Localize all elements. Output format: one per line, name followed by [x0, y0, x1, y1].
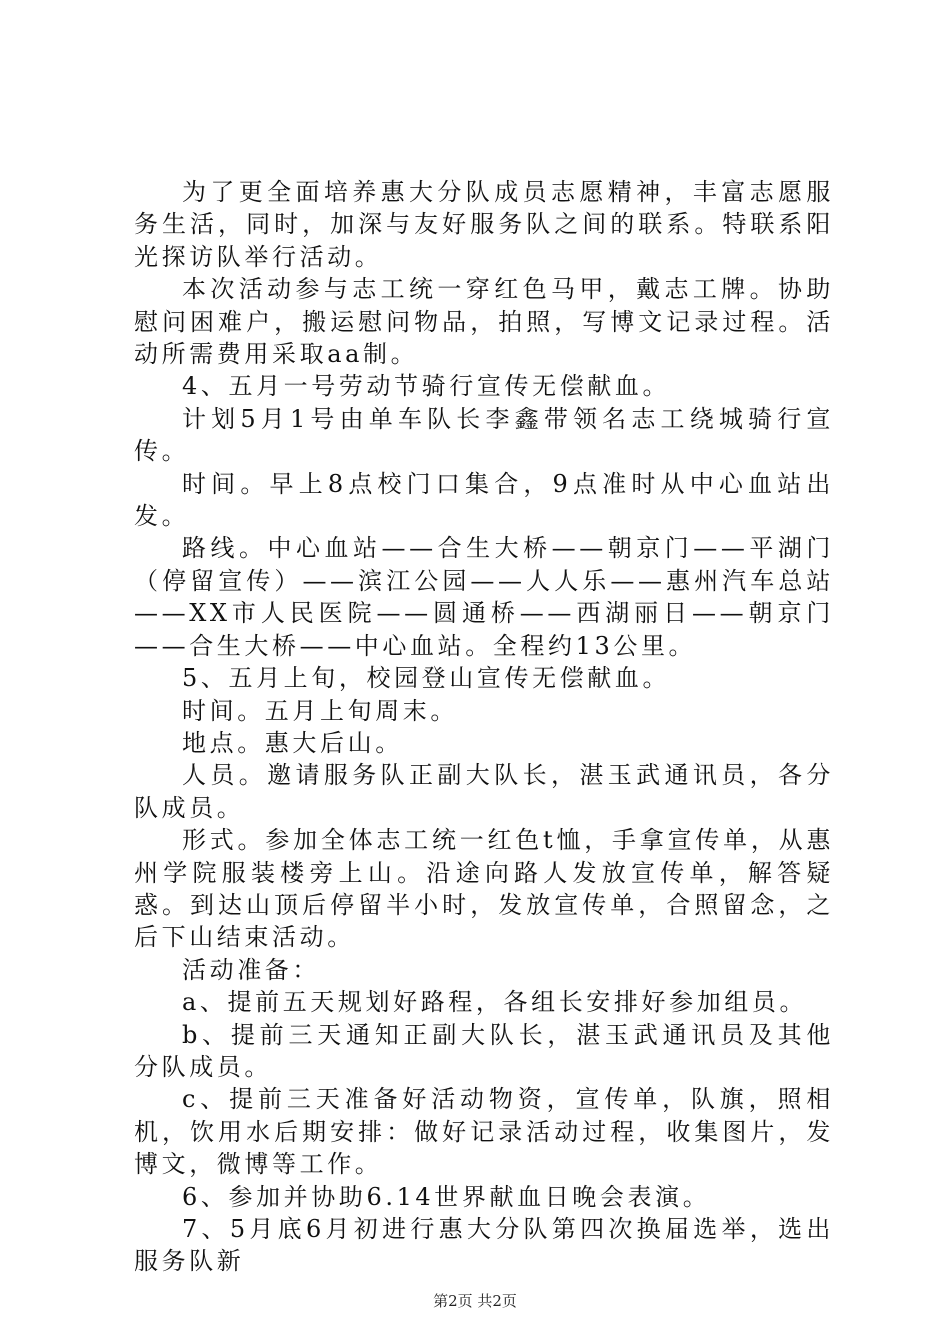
paragraph-item-4-heading: 4、五月一号劳动节骑行宣传无偿献血。: [182, 372, 671, 401]
paragraph-preparation-b: b、提前三天通知正副大队长，湛玉武通讯员及其他分队成员。: [134, 1020, 834, 1081]
paragraph-preparation-heading: 活动准备：: [182, 955, 320, 984]
paragraph-intro: 为了更全面培养惠大分队成员志愿精神，丰富志愿服务生活，同时，加深与友好服务队之间的联系。特联系阳光探访队举行活动。: [134, 178, 834, 271]
paragraph-item-5-people: 人员。邀请服务队正副大队长，湛玉武通讯员，各分队成员。: [134, 761, 834, 822]
paragraph-item-5-time: 时间。五月上旬周末。: [182, 696, 458, 725]
paragraph-item-5-format: 形式。参加全体志工统一红色t恤，手拿宣传单，从惠州学院服装楼旁上山。沿途向路人发放宣传单，解答疑惑。到达山顶后停留半小时，发放宣传单，合照留念，之后下山结束活动。: [134, 826, 834, 952]
paragraph-item-4-plan: 计划5月1号由单车队长李鑫带领名志工绕城骑行宣传。: [134, 404, 834, 466]
paragraph-item-4-time: 时间。早上8点校门口集合，9点准时从中心血站出发。: [134, 469, 834, 531]
paragraph-preparation-a: a、提前五天规划好路程，各组长安排好参加组员。: [182, 988, 808, 1017]
paragraph-item-5-place: 地点。惠大后山。: [182, 728, 403, 757]
paragraph-item-7: 7、5月底6月初进行惠大分队第四次换届选举，选出服务队新: [134, 1215, 834, 1276]
paragraph-item-4-route: 路线。中心血站——合生大桥——朝京门——平湖门（停留宣传）——滨江公园——人人乐——惠州汽车总站——XX市人民医院——圆通桥——西湖丽日——朝京门——合生大桥——中心血站。全程约13公里。: [134, 534, 834, 660]
paragraph-preparation-c: c、提前三天准备好活动物资，宣传单，队旗，照相机，饮用水后期安排：做好记录活动过程，收集图片，发博文，微博等工作。: [134, 1085, 834, 1179]
page-footer: 第2页 共2页: [433, 1292, 517, 1310]
document-body: [134, 176, 834, 1278]
paragraph-item-6: 6、参加并协助6.14世界献血日晚会表演。: [182, 1182, 711, 1211]
paragraph-item-5-heading: 5、五月上旬，校园登山宣传无偿献血。: [182, 664, 671, 693]
paragraph-activity-dress: 本次活动参与志工统一穿红色马甲，戴志工牌。协助慰问困难户，搬运慰问物品，拍照，写博文记录过程。活动所需费用采取aa制。: [134, 275, 834, 369]
